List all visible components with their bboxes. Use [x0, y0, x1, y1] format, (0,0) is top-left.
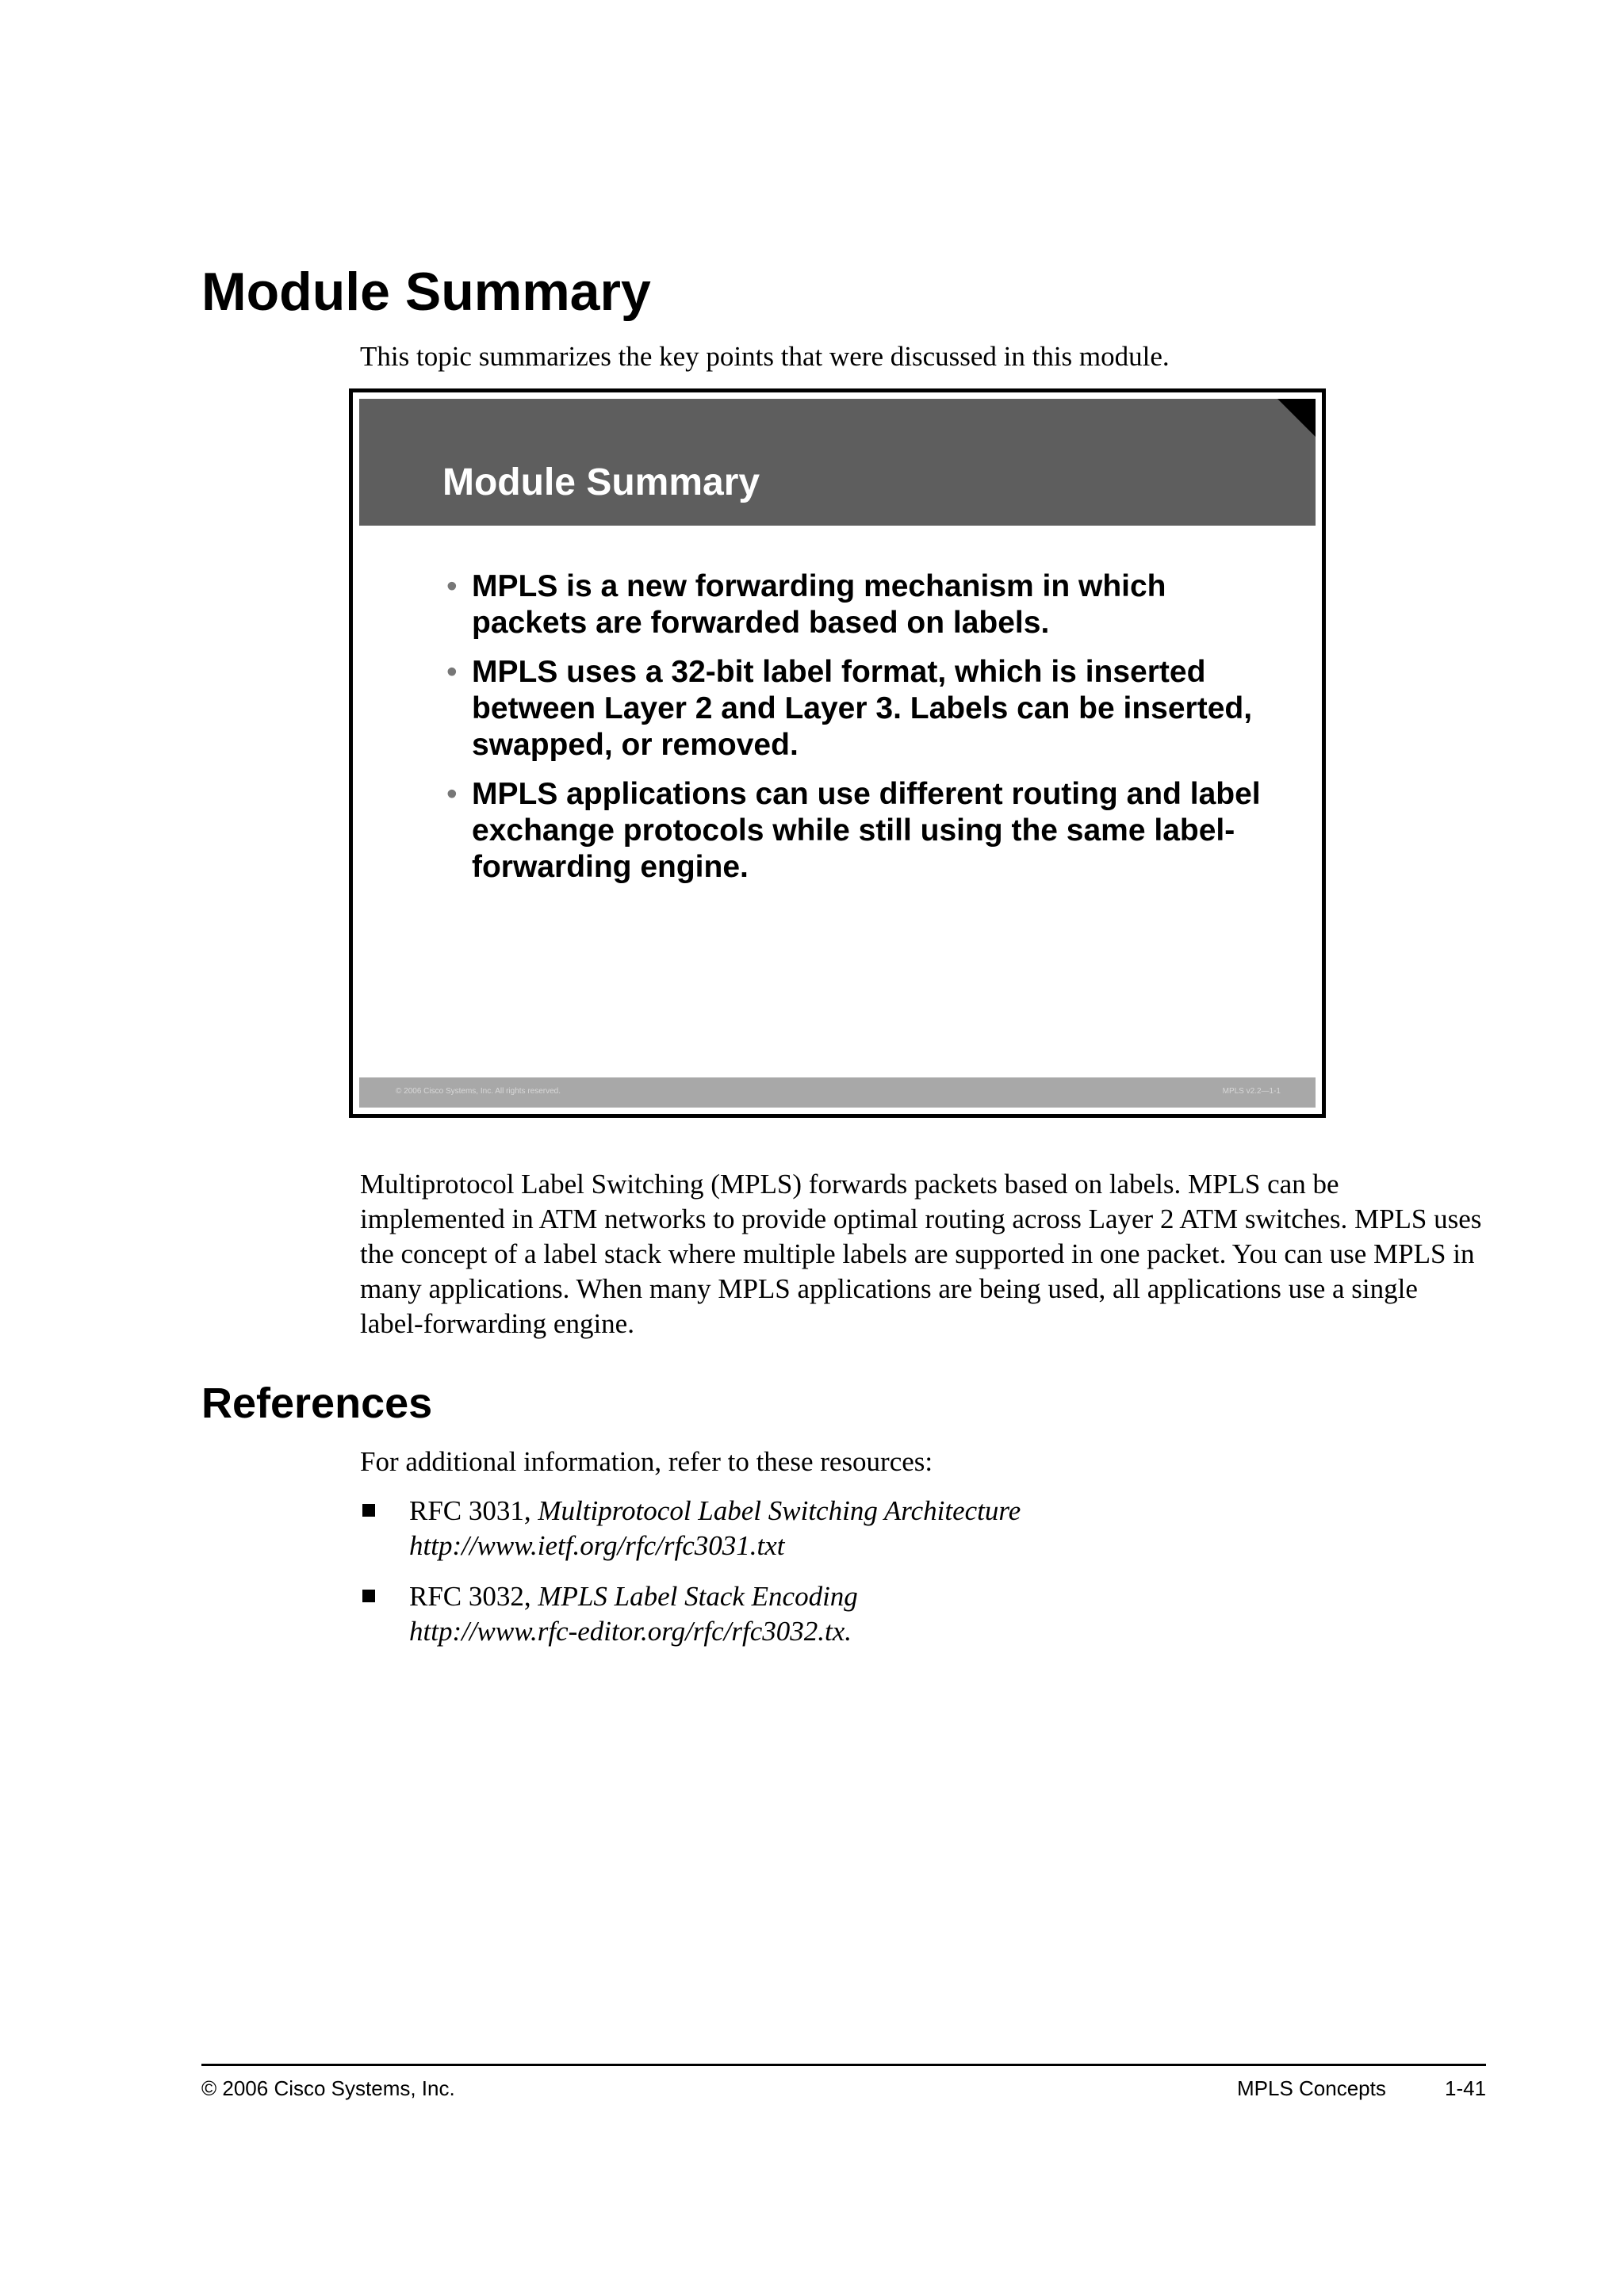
- bullet-dot-icon: •: [446, 569, 458, 603]
- slide-bullet: [446, 776, 1271, 886]
- summary-paragraph: Multiprotocol Label Switching (MPLS) forwards packets based on labels. MPLS can be implemented in ATM networks to provide optimal routing across Layer 2 ATM switches. MPLS uses the concept of a label stack where multiple labels are supported in one packet. You can use MPLS in many applications. When many MPLS applications are being used, all applications use a single label-forwarding engine.: [360, 1169, 1482, 1339]
- reference-rfc: RFC 3032,: [409, 1581, 531, 1612]
- footer-course-name: MPLS Concepts: [1237, 2076, 1386, 2100]
- slide-bullet-text: MPLS is a new forwarding mechanism in which packets are forwarded based on labels.: [472, 569, 1166, 640]
- slide-bullet-text: MPLS applications can use different routing and label exchange protocols while still using the same label-forwarding engine.: [472, 777, 1261, 884]
- reference-item: [360, 1494, 1470, 1563]
- square-bullet-icon: [362, 1504, 375, 1517]
- page-title: Module Summary: [201, 262, 651, 322]
- reference-url[interactable]: http://www.rfc-editor.org/rfc/rfc3032.tx.: [409, 1616, 852, 1647]
- footer-page-number: 1-41: [1445, 2076, 1487, 2100]
- intro-text: This topic summarizes the key points that were discussed in this module.: [360, 341, 1170, 372]
- references-heading: References: [201, 1380, 433, 1427]
- slide-footer-copyright: © 2006 Cisco Systems, Inc. All rights reserved.: [396, 1087, 561, 1096]
- reference-rfc: RFC 3031,: [409, 1495, 531, 1526]
- slide-footer-code: MPLS v2.2—1-1: [1222, 1087, 1281, 1096]
- slide-title: Module Summary: [442, 461, 760, 503]
- bullet-dot-icon: •: [446, 777, 458, 811]
- slide-bullet: [446, 654, 1271, 763]
- reference-title: Multiprotocol Label Switching Architecture: [538, 1495, 1021, 1526]
- references-list: [360, 1494, 1470, 1665]
- slide-bullet-text: MPLS uses a 32-bit label format, which is inserted between Layer 2 and Layer 3. Labels can be inserted, swapped, or removed.: [472, 655, 1253, 762]
- reference-item: [360, 1579, 1470, 1649]
- slide-bullet-list: [446, 568, 1271, 898]
- slide-header: [359, 399, 1316, 526]
- slide-corner-mark: [1277, 399, 1316, 437]
- reference-url[interactable]: http://www.ietf.org/rfc/rfc3031.txt: [409, 1530, 785, 1561]
- references-intro: For additional information, refer to these resources:: [360, 1446, 933, 1477]
- slide-bullet: [446, 568, 1271, 641]
- square-bullet-icon: [362, 1590, 375, 1602]
- bullet-dot-icon: •: [446, 655, 458, 689]
- footer-divider: [201, 2064, 1486, 2066]
- slide-figure: [349, 388, 1326, 1118]
- reference-title: MPLS Label Stack Encoding: [538, 1581, 858, 1612]
- footer-copyright: © 2006 Cisco Systems, Inc.: [201, 2076, 455, 2100]
- slide-footer: [359, 1077, 1316, 1108]
